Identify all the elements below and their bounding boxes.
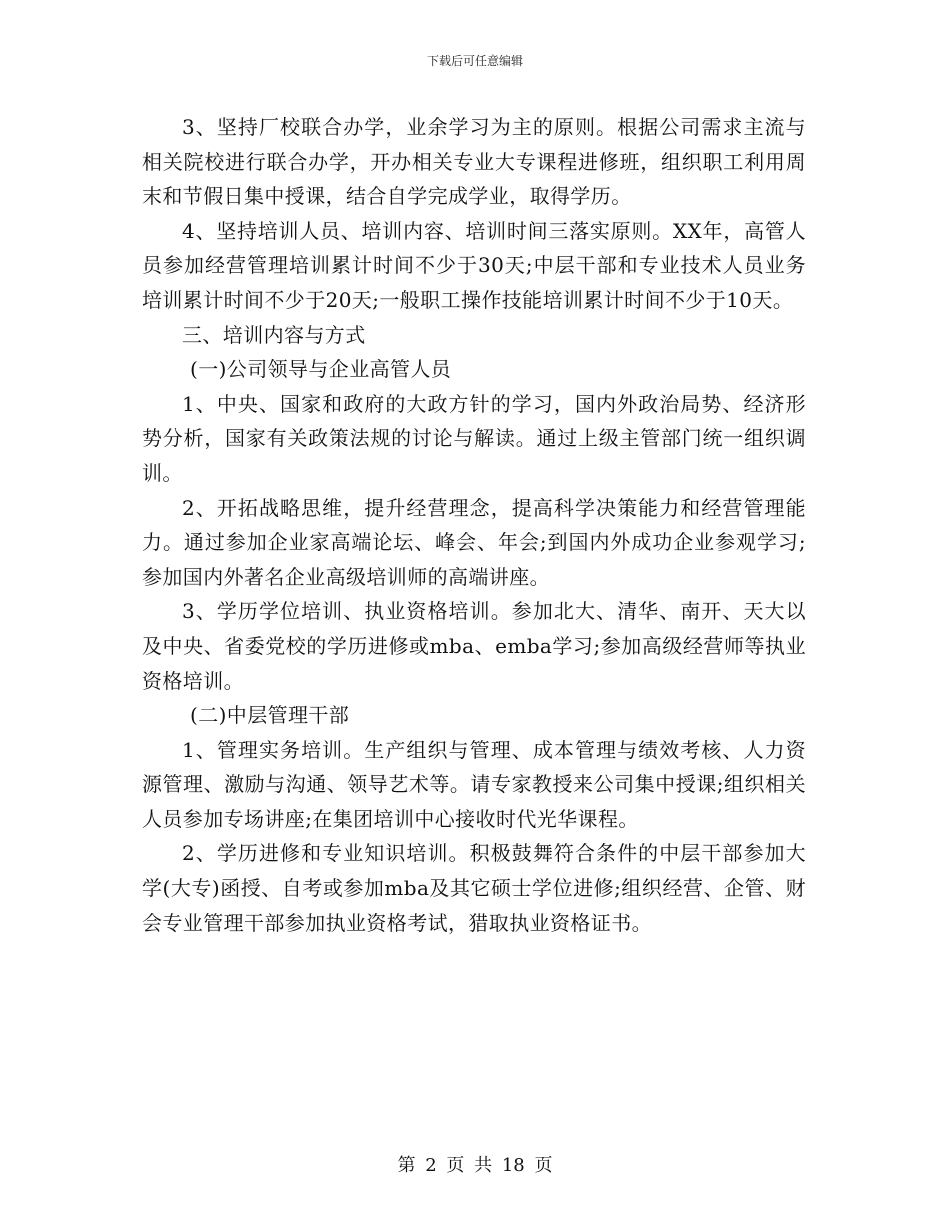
- subsection-heading-middle-management: (二)中层管理干部: [190, 703, 350, 728]
- paragraph-middle-item-2: 2、学历进修和专业知识培训。积极鼓舞符合条件的中层干部参加大学(大专)函授、自考或参加mba及其它硕士学位进修;组织经营、企管、财会专业管理干部参加执业资格考试，猎取执业资格证书。: [142, 841, 806, 935]
- page-header-note: 下载后可任意编辑: [426, 54, 523, 68]
- document-body: [142, 110, 806, 940]
- section-heading-training-content: 三、培训内容与方式: [182, 322, 366, 347]
- page-number: 第 2 页 共 18 页: [397, 1155, 553, 1176]
- subsection-heading-senior-management: (一)公司领导与企业高管人员: [190, 357, 452, 382]
- paragraph-senior-item-1: 1、中央、国家和政府的大政方针的学习，国内外政治局势、经济形势分析，国家有关政策法规的讨论与解读。通过上级主管部门统一组织调训。: [142, 391, 806, 485]
- paragraph-senior-item-3: 3、学历学位培训、执业资格培训。参加北大、清华、南开、天大以及中央、省委党校的学历进修或mba、emba学习;参加高级经营师等执业资格培训。: [142, 599, 806, 693]
- paragraph-principle-4: 4、坚持培训人员、培训内容、培训时间三落实原则。XX年，高管人员参加经营管理培训累计时间不少于30天;中层干部和专业技术人员业务培训累计时间不少于20天;一般职工操作技能培训累计时间不少于10天。: [142, 218, 806, 312]
- paragraph-senior-item-2: 2、开拓战略思维，提升经营理念，提高科学决策能力和经营管理能力。通过参加企业家高端论坛、峰会、年会;到国内外成功企业参观学习;参加国内外著名企业高级培训师的高端讲座。: [142, 495, 806, 589]
- paragraph-principle-3: 3、坚持厂校联合办学，业余学习为主的原则。根据公司需求主流与相关院校进行联合办学，开办相关专业大专课程进修班，组织职工利用周末和节假日集中授课，结合自学完成学业，取得学历。: [142, 115, 806, 209]
- paragraph-middle-item-1: 1、管理实务培训。生产组织与管理、成本管理与绩效考核、人力资源管理、激励与沟通、领导艺术等。请专家教授来公司集中授课;组织相关人员参加专场讲座;在集团培训中心接收时代光华课程。: [142, 737, 806, 831]
